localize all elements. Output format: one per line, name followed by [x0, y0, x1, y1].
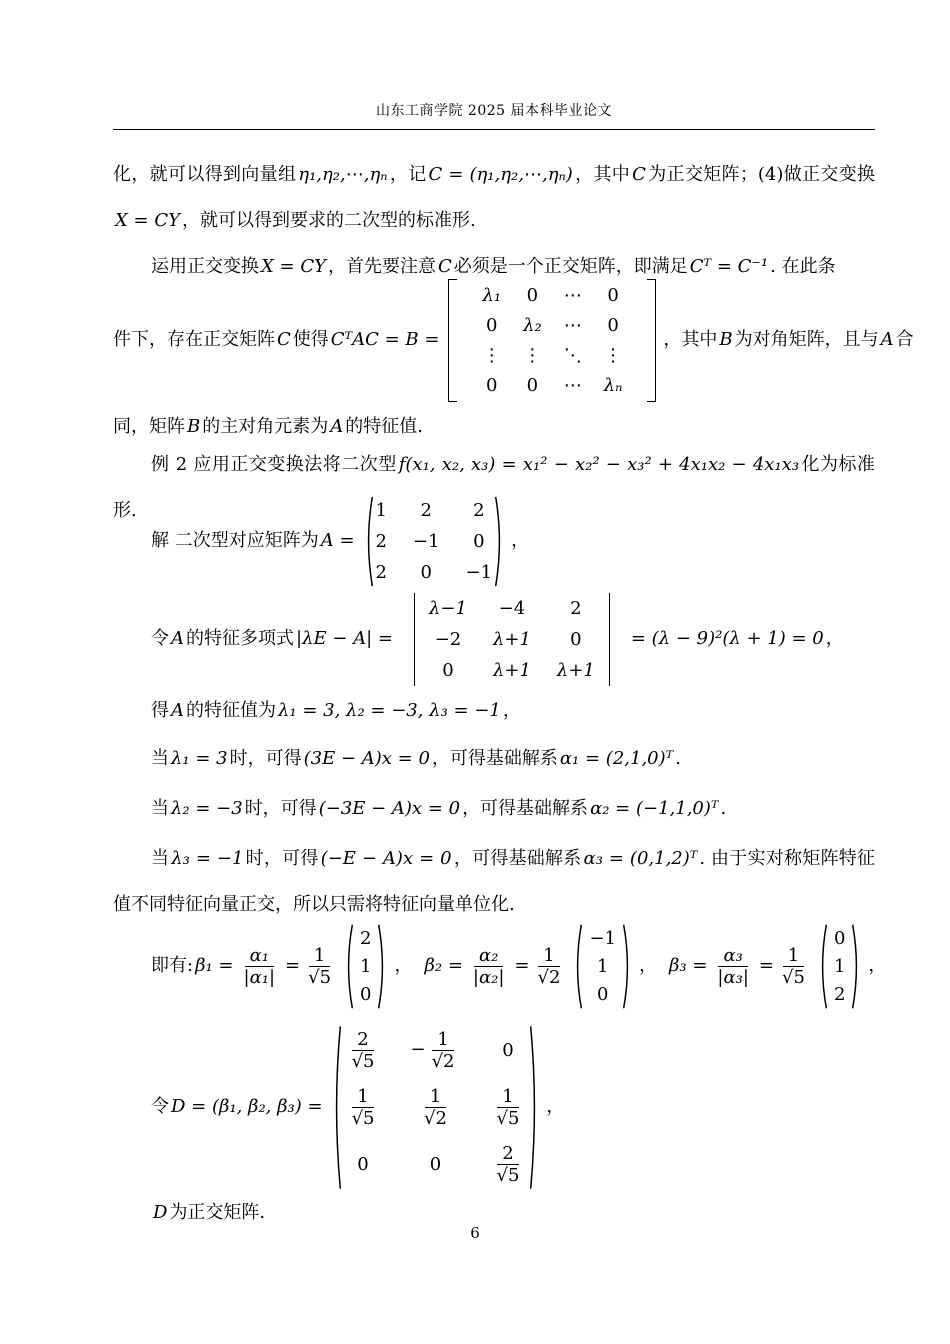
matrix-cell: λ+1: [556, 659, 595, 681]
matrix-cell: 2: [375, 561, 387, 583]
fraction-numerator: α₃: [718, 945, 747, 967]
math-run: C = (η₁,η₂,⋯,ηₙ): [428, 164, 573, 185]
math-run: β₁ =: [195, 955, 234, 977]
matrix-cell: 0: [420, 561, 432, 583]
math-run: D = (β₁, β₂, β₃) =: [171, 1096, 323, 1118]
vector-grid: [354, 923, 377, 1010]
vector-beta2: [573, 923, 632, 1010]
text-run: 例 2 应用正交变换法将二次型: [151, 454, 397, 475]
fraction-1-sqrt5: [305, 945, 334, 988]
fraction-numerator: 1: [783, 945, 804, 967]
vector-beta3: [818, 923, 861, 1010]
text-run: ，: [394, 955, 413, 977]
text-run: 令: [151, 1096, 169, 1118]
page-number: 6: [470, 1224, 480, 1242]
matrix-cell-fraction: [349, 1086, 378, 1129]
paragraph-eigenvalues: [113, 688, 875, 734]
fraction-denominator: |α₂|: [472, 966, 505, 988]
matrix-cell: ⋮: [523, 344, 542, 366]
right-paren: [529, 1023, 539, 1192]
fraction-denominator: |α₃|: [717, 966, 749, 988]
text-run: 的特征值.: [345, 416, 423, 437]
text-run: ，: [638, 955, 657, 977]
right-paren: [851, 923, 861, 1010]
math-run: (3E − A)x = 0: [303, 748, 430, 769]
matrix-cell: −1: [413, 530, 440, 552]
text-run: 件下，存在正交矩阵: [113, 329, 275, 351]
equation-beta-vectors: [151, 920, 886, 1012]
equation-matrix-a: [151, 496, 529, 586]
left-paren: [364, 495, 374, 588]
text-run: 必须是一个正交矩阵，即满足: [453, 256, 688, 277]
vector-cell: 2: [360, 927, 372, 949]
fraction-denominator: √2: [537, 966, 561, 988]
right-paren: [377, 923, 387, 1010]
fraction-numerator: α₁: [245, 945, 274, 967]
paragraph-lambda3-case: [113, 836, 875, 928]
matrix-cell: 0: [357, 1153, 369, 1175]
fraction-denominator: √5: [496, 1107, 520, 1129]
text-run: ，可得基础解系: [431, 748, 558, 769]
text-run: 为正交矩阵；(4)做正交变换: [647, 164, 876, 185]
text-run: 的主对角元素为: [202, 416, 329, 437]
math-run: λ₃ = −1: [171, 848, 244, 869]
math-run: C: [277, 329, 291, 351]
text-run: 化为标准形.: [113, 454, 875, 521]
math-run: λ₁ = 3, λ₂ = −3, λ₃ = −1: [278, 700, 501, 721]
math-run: α₂ = (−1,1,0)ᵀ: [590, 798, 719, 819]
fraction-1-sqrt5: [779, 945, 808, 988]
matrix-a-grid: [374, 495, 495, 588]
fraction-alpha3: [712, 945, 754, 988]
matrix-cell: 0: [442, 659, 454, 681]
fraction-numerator: 2: [352, 1029, 373, 1051]
left-det-bar: [414, 593, 415, 686]
vector-cell: 0: [596, 983, 609, 1005]
math-run: Cᵀ = C⁻¹: [689, 256, 769, 277]
text-run: ，其中: [663, 329, 718, 351]
math-run: α₁ = (2,1,0)ᵀ: [559, 748, 674, 769]
math-run: (−E − A)x = 0: [320, 848, 452, 869]
text-run: . 在此条: [770, 256, 836, 277]
fraction-denominator: √2: [424, 1107, 447, 1129]
math-run: B: [719, 329, 733, 351]
fraction-numerator: 1: [432, 1029, 453, 1051]
text-run: .: [720, 798, 727, 819]
matrix-cell: ⋮: [604, 344, 623, 366]
paragraph-orthogonal-result: [113, 152, 875, 244]
matrix-cell: 0: [429, 1153, 442, 1175]
text-run: ，可得基础解系: [453, 848, 582, 869]
text-run: 解 二次型对应矩阵为: [151, 530, 319, 552]
right-paren: [622, 923, 632, 1010]
vector-cell: −1: [589, 927, 616, 949]
vector-beta1: [344, 923, 387, 1010]
fraction-denominator: |α₁|: [243, 966, 276, 988]
page-header: [113, 100, 875, 130]
vector-cell: 0: [360, 983, 372, 1005]
matrix-a: [364, 495, 505, 588]
matrix-cell: 2: [570, 597, 582, 619]
matrix-cell: 2: [473, 499, 485, 521]
matrix-d: [332, 1023, 540, 1192]
matrix-cell: 2: [420, 499, 432, 521]
fraction-denominator: √5: [351, 1050, 375, 1072]
minus-sign: −: [410, 1039, 426, 1061]
fraction-denominator: √5: [308, 966, 332, 988]
text-run: ，: [868, 955, 887, 977]
text-run: 时，可得: [244, 798, 317, 819]
matrix-cell: ⋯: [563, 284, 582, 306]
text-run: 令: [151, 628, 169, 650]
math-run: B: [187, 416, 201, 437]
matrix-d-grid: [342, 1023, 530, 1192]
matrix-cell: 2: [375, 530, 387, 552]
matrix-cell-fraction: [494, 1086, 523, 1129]
math-run: λ₁ = 3: [171, 748, 228, 769]
text-run: 当: [151, 798, 169, 819]
matrix-cell-fraction: [410, 1029, 460, 1072]
fraction-numerator: 1: [425, 1086, 446, 1108]
matrix-cell: 0: [570, 628, 582, 650]
math-run: = (λ − 9)²(λ + 1) = 0: [630, 628, 824, 650]
matrix-cell: ⋯: [563, 314, 582, 336]
fraction-denominator: √5: [782, 966, 805, 988]
fraction-numerator: 1: [309, 945, 330, 967]
text-run: ，: [511, 530, 530, 552]
left-paren: [332, 1023, 342, 1192]
text-run: ，可得基础解系: [462, 798, 589, 819]
left-paren: [344, 923, 354, 1010]
right-paren: [494, 495, 504, 588]
math-run: =: [514, 955, 530, 977]
text-run: ，就可以得到要求的二次型的标准形.: [182, 210, 476, 231]
math-run: C: [632, 164, 646, 185]
text-run: 不同特征向量正交，所以只需将特征向量单位化.: [131, 894, 515, 915]
math-run: C: [438, 256, 452, 277]
text-run: ，首先要注意: [328, 256, 436, 277]
text-run: 即有:: [151, 955, 194, 977]
matrix-cell: λ+1: [492, 659, 531, 681]
paragraph-lambda2-case: [113, 786, 875, 832]
fraction-numerator: α₂: [474, 945, 503, 967]
matrix-cell: λ₁: [482, 284, 502, 306]
equation-diagonal-matrix-line: [113, 283, 914, 397]
fraction-numerator: 2: [497, 1143, 518, 1165]
vector-grid: [583, 923, 622, 1010]
fraction-1-sqrt2: [535, 945, 564, 988]
math-run: X = CY: [261, 256, 326, 277]
fraction-alpha1: [239, 945, 281, 988]
vector-cell: 0: [833, 927, 846, 949]
text-run: . 由于实对称矩阵特征值: [113, 848, 876, 915]
equation-matrix-d: [151, 1028, 564, 1186]
math-run: η₁,η₂,⋯,ηₙ: [298, 164, 388, 185]
math-run: A: [880, 329, 894, 351]
math-run: β₂ =: [424, 955, 463, 977]
math-run: =: [285, 955, 301, 977]
matrix-cell: ⋮: [482, 344, 501, 366]
matrix-cell: −1: [465, 561, 493, 583]
text-run: 合: [895, 329, 914, 351]
math-run: (−3E − A)x = 0: [318, 798, 461, 819]
matrix-cell: 0: [607, 314, 619, 336]
matrix-cell: 0: [486, 314, 498, 336]
matrix-cell: 0: [473, 530, 485, 552]
matrix-cell: 0: [486, 374, 498, 396]
matrix-cell-fraction: [421, 1086, 450, 1129]
matrix-cell-fraction: [494, 1143, 523, 1186]
text-run: ，: [502, 700, 521, 721]
matrix-cell: 1: [375, 499, 387, 521]
fraction-alpha2: [468, 945, 510, 988]
fraction-denominator: √2: [431, 1050, 455, 1072]
text-run: .: [675, 748, 681, 769]
math-run: α₃ = (0,1,2)ᵀ: [583, 848, 698, 869]
matrix-cell: 0: [607, 284, 619, 306]
right-bracket: [647, 279, 656, 402]
text-run: 运用正交变换: [151, 256, 259, 277]
math-run: |λE − A| =: [296, 628, 394, 650]
equation-characteristic-polynomial: [151, 594, 844, 684]
math-run: A: [171, 700, 184, 721]
text-run: 的特征值为: [186, 700, 276, 721]
matrix-cell-fraction: [349, 1029, 378, 1072]
determinant-lambda: [402, 593, 622, 686]
vector-cell: 1: [360, 955, 372, 977]
matrix-cell: 0: [526, 374, 539, 396]
fraction: [429, 1029, 458, 1072]
fraction-numerator: 1: [352, 1086, 373, 1108]
vector-cell: 1: [596, 955, 609, 977]
matrix-cell: λ−1: [429, 597, 467, 619]
math-run: CᵀAC = B =: [330, 329, 440, 351]
matrix-cell: λ₂: [523, 314, 542, 336]
text-run: 化，就可以得到向量组: [113, 164, 297, 185]
matrix-cell: λₙ: [603, 374, 623, 396]
text-run: ，其中: [574, 164, 631, 185]
math-run: A: [330, 416, 344, 437]
text-run: ，: [825, 628, 844, 650]
fraction-numerator: 1: [497, 1086, 518, 1108]
text-run: 时，可得: [245, 848, 319, 869]
right-det-bar: [609, 593, 610, 686]
matrix-cell: λ+1: [492, 628, 531, 650]
math-run: X = CY: [115, 210, 180, 231]
fraction-numerator: 1: [538, 945, 559, 967]
matrix-cell: 0: [502, 1039, 514, 1061]
left-bracket: [448, 279, 457, 402]
running-head: 山东工商学院 2025 届本科毕业论文: [375, 103, 613, 119]
math-run: =: [758, 955, 775, 977]
fraction-denominator: √5: [351, 1107, 375, 1129]
text-run: ，: [546, 1096, 565, 1118]
math-run: D: [153, 1202, 168, 1223]
math-run: A =: [320, 530, 355, 552]
matrix-cell: ⋱: [563, 344, 582, 366]
text-run: 为正交矩阵.: [169, 1202, 266, 1223]
left-paren: [818, 923, 828, 1010]
text-run: 当: [151, 748, 169, 769]
matrix-cell: −2: [434, 628, 462, 650]
matrix-cell: −4: [498, 597, 526, 619]
math-run: A: [171, 628, 184, 650]
math-run: λ₂ = −3: [171, 798, 243, 819]
matrix-cell: ⋯: [563, 374, 582, 396]
left-paren: [573, 923, 583, 1010]
text-run: 得: [151, 700, 169, 721]
math-run: β₃ =: [668, 955, 708, 977]
math-run: f(x₁, x₂, x₃) = x₁² − x₂² − x₃² + 4x₁x₂ − 4x₁x₃: [398, 454, 800, 475]
vector-grid: [828, 923, 851, 1010]
text-run: 为对角矩阵，且与: [734, 329, 879, 351]
paragraph-lambda1-case: [113, 736, 875, 782]
matrix-cell: 0: [526, 284, 539, 306]
text-run: 当: [151, 848, 170, 869]
fraction-denominator: √5: [496, 1164, 520, 1186]
text-run: ，记: [389, 164, 427, 185]
text-run: 时，可得: [229, 748, 302, 769]
vector-cell: 1: [833, 955, 846, 977]
vector-cell: 2: [833, 983, 846, 1005]
determinant-grid: [427, 593, 597, 686]
text-run: 使得: [292, 329, 329, 351]
matrix-b-grid: [480, 279, 624, 402]
text-run: 的特征多项式: [186, 628, 294, 650]
matrix-b: [448, 279, 656, 402]
text-run: 同，矩阵: [113, 416, 185, 437]
